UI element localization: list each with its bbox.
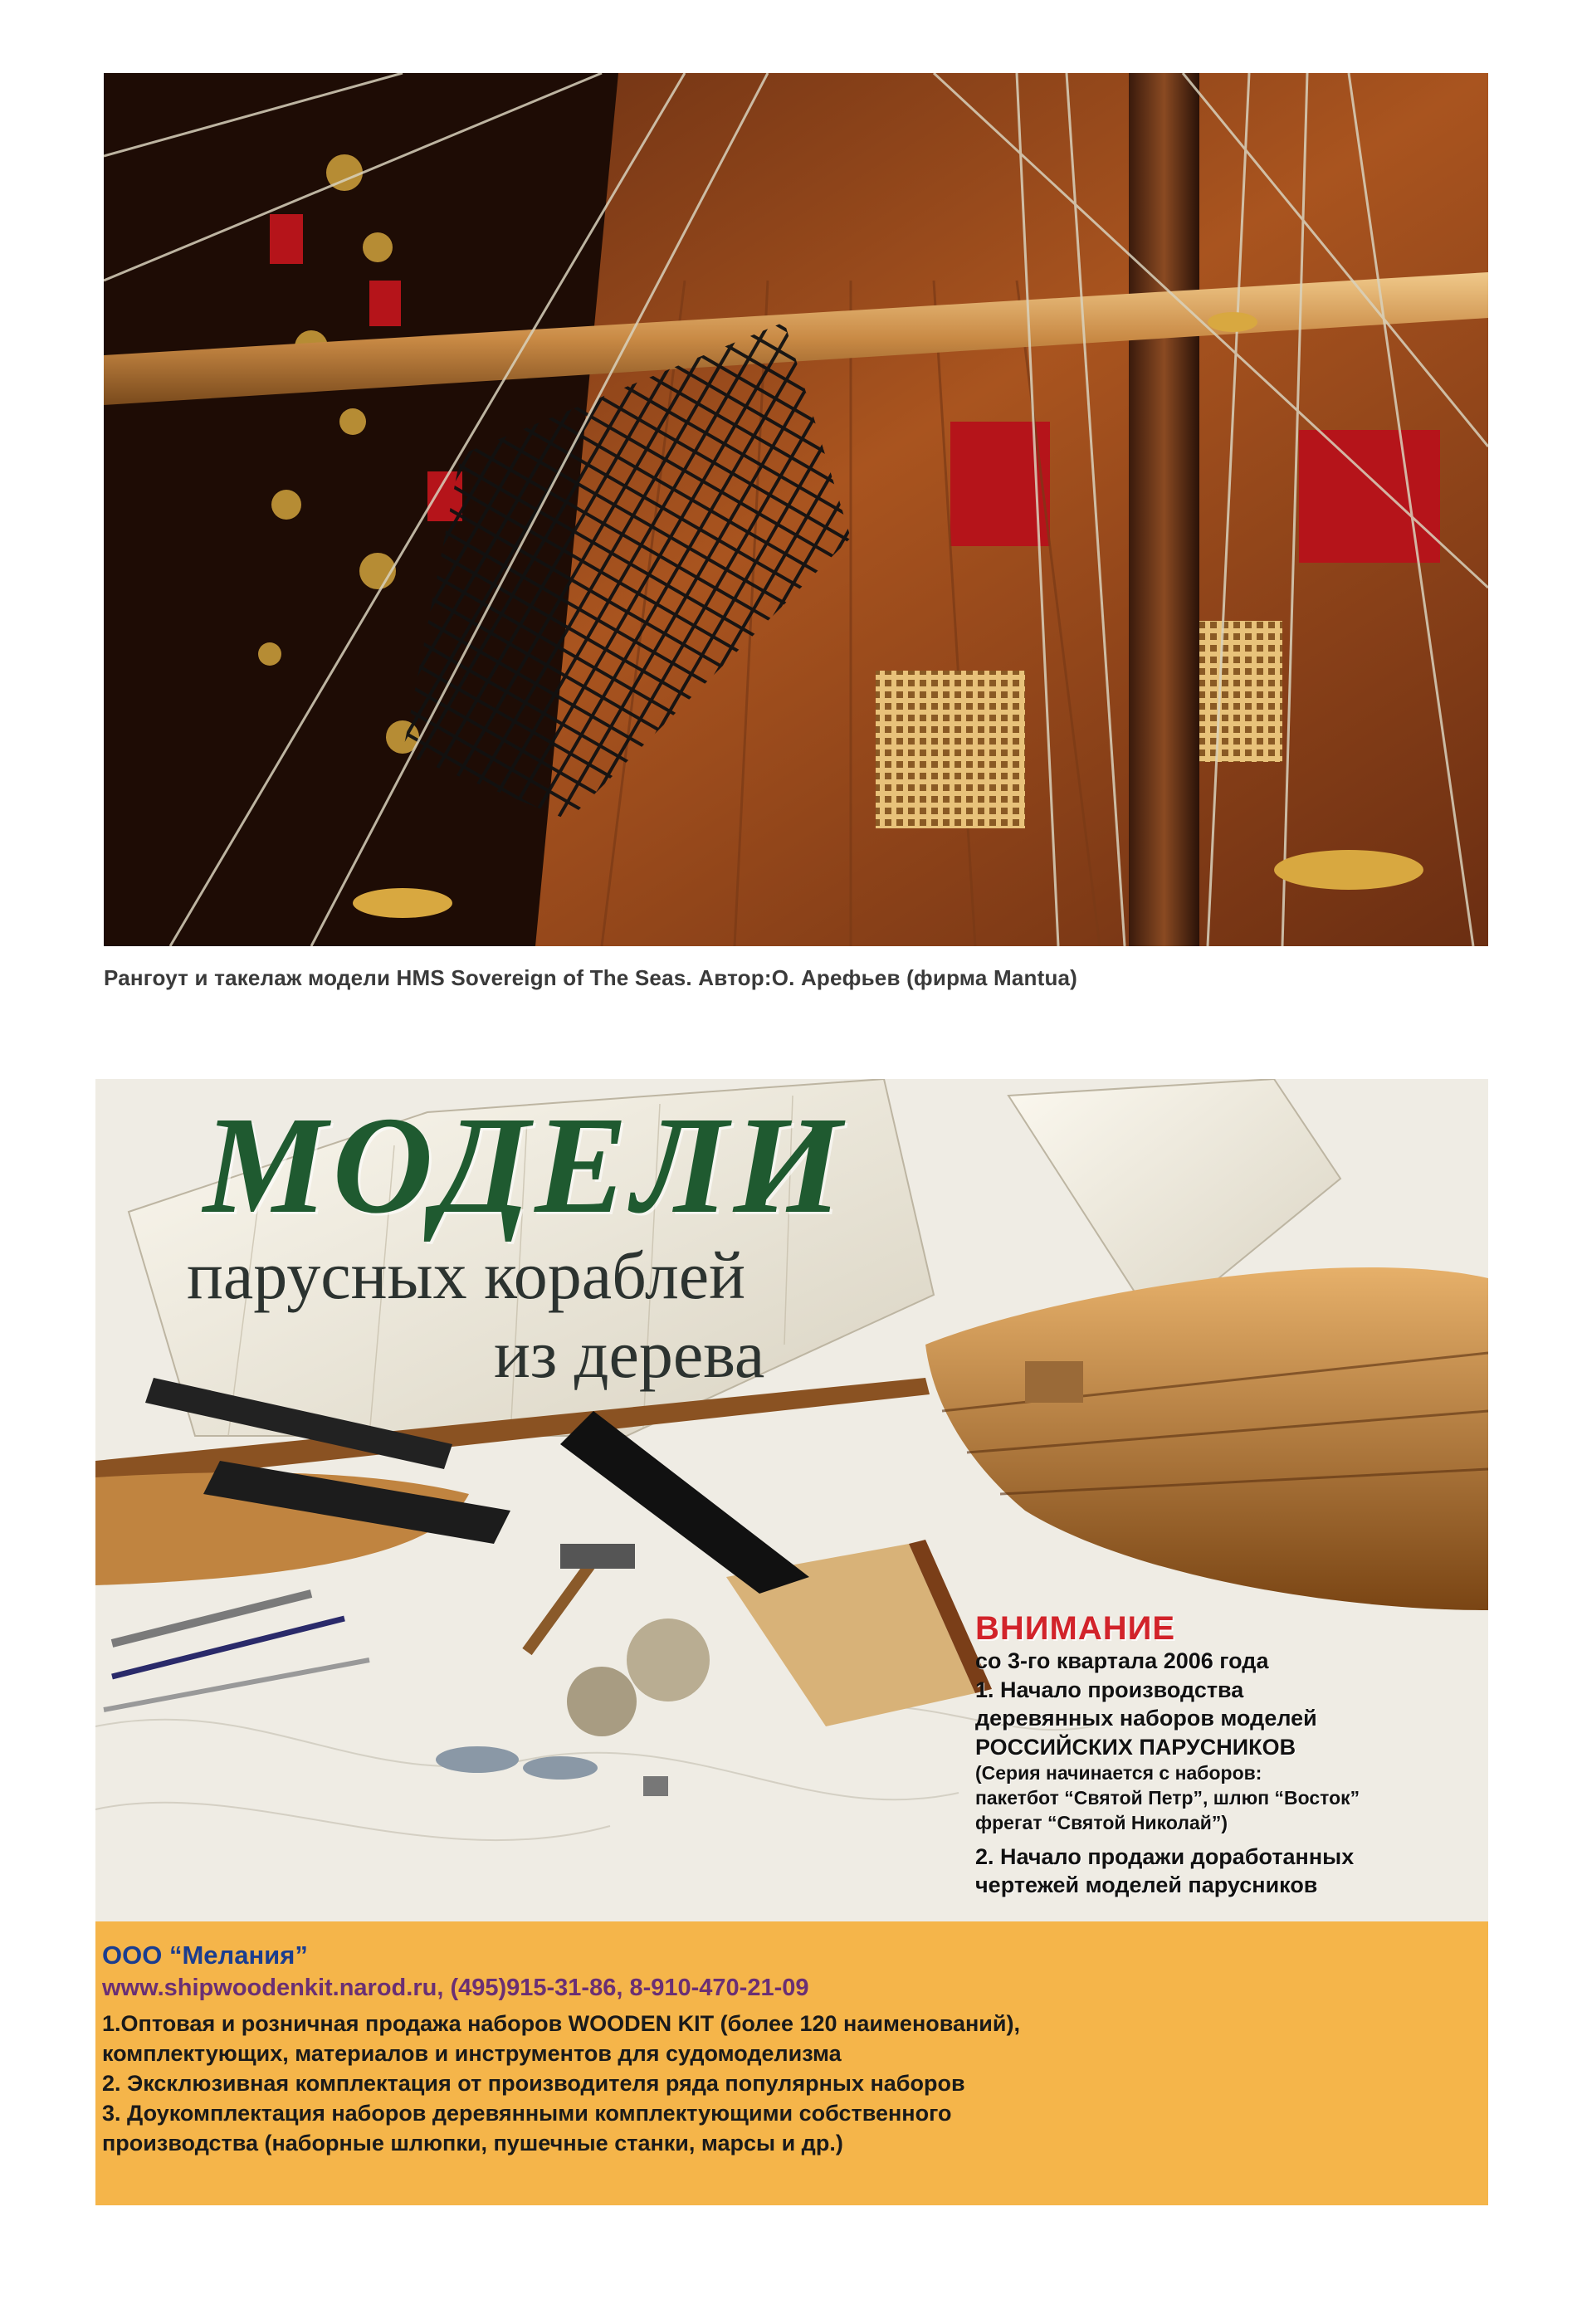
- service-item-1-line1: 1.Оптовая и розничная продажа наборов WOODEN KIT (более 120 наименований),: [102, 2010, 1020, 2036]
- attention-item1-line1: 1. Начало производства: [975, 1677, 1244, 1702]
- attention-item1-note3: фрегат “Святой Николай”): [975, 1811, 1228, 1833]
- advertisement: [95, 1079, 1488, 2205]
- service-item-3-line2: производства (наборные шлюпки, пушечные станки, марсы и др.): [102, 2130, 843, 2156]
- company-contacts[interactable]: www.shipwoodenkit.narod.ru, (495)915-31-86, 8-910-470-21-09: [102, 1974, 809, 2001]
- attention-item2-line1: 2. Начало продажи доработанных: [975, 1843, 1355, 1869]
- ad-title: МОДЕЛИ: [203, 1088, 847, 1243]
- ship-model-photo: [104, 73, 1488, 946]
- ship-rigging-illustration: [104, 73, 1488, 946]
- company-name: ООО “Мелания”: [102, 1941, 308, 1970]
- attention-item1-note1: (Серия начинается с наборов:: [975, 1762, 1262, 1784]
- attention-item2-line2: чертежей моделей парусников: [975, 1872, 1318, 1898]
- service-item-3-line1: 3. Доукомплектация наборов деревянными комплектующими собственного: [102, 2100, 952, 2126]
- attention-notice: [975, 1610, 1482, 1900]
- attention-item1-note2: пакетбот “Святой Петр”, шлюп “Восток”: [975, 1787, 1360, 1809]
- attention-item1-line3: РОССИЙСКИХ ПАРУСНИКОВ: [975, 1734, 1296, 1760]
- ad-subtitle-line1: парусных кораблей: [187, 1238, 746, 1313]
- photo-caption: Рангоут и такелаж модели HMS Sovereign of The Seas. Автор:О. Арефьев (фирма Mantua): [104, 965, 1078, 990]
- ad-footer: [95, 1921, 1488, 2205]
- service-item-2: 2. Эксклюзивная комплектация от производителя ряда популярных наборов: [102, 2070, 965, 2096]
- service-item-1-line2: комплектующих, материалов и инструментов для судомоделизма: [102, 2040, 842, 2066]
- attention-date: со 3-го квартала 2006 года: [975, 1648, 1269, 1673]
- ad-subtitle-line2: из дерева: [494, 1316, 765, 1392]
- attention-item1-line2: деревянных наборов моделей: [975, 1706, 1317, 1731]
- attention-title: ВНИМАНИЕ: [975, 1610, 1176, 1647]
